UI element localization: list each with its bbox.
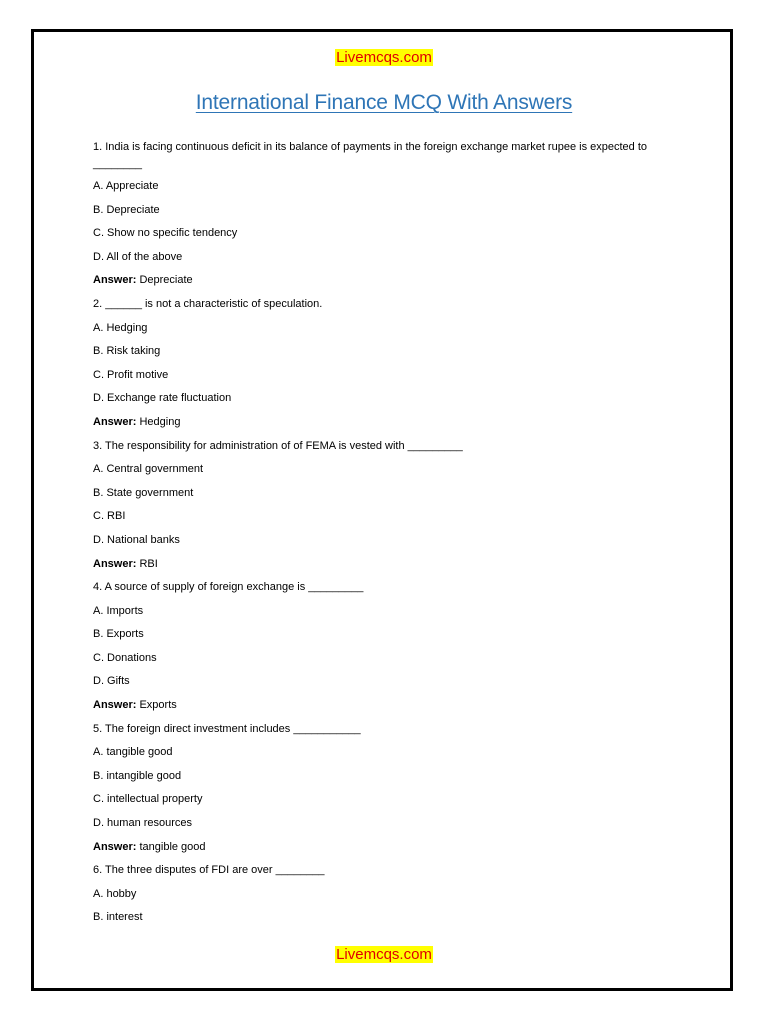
option: A. Central government xyxy=(93,463,204,476)
option: D. Gifts xyxy=(93,675,130,688)
answer-value: Exports xyxy=(139,699,177,712)
site-banner-top-text: Livemcqs.com xyxy=(336,49,432,66)
answer-label: Answer: xyxy=(93,840,137,853)
question-text: 4. A source of supply of foreign exchange is _________ xyxy=(93,581,364,594)
question-list xyxy=(93,139,653,934)
option: B. interest xyxy=(93,911,143,924)
site-banner-top xyxy=(0,49,768,67)
answer-label: Answer: xyxy=(93,699,137,712)
option: D. All of the above xyxy=(93,250,183,263)
option: A. hobby xyxy=(93,887,137,900)
answer-value: tangible good xyxy=(139,840,206,853)
option: B. State government xyxy=(93,486,194,499)
question-text: 1. India is facing continuous deficit in its balance of payments in the foreign exchange market rupee is expected to ________ xyxy=(93,141,647,170)
option: A. Appreciate xyxy=(93,180,159,192)
question-text: 5. The foreign direct investment includes ___________ xyxy=(93,722,361,735)
answer-label: Answer: xyxy=(93,415,137,428)
answer-label: Answer: xyxy=(93,274,137,287)
option: C. RBI xyxy=(93,510,126,523)
answer-line xyxy=(93,273,653,289)
option: B. Risk taking xyxy=(93,345,161,358)
answer-value: Hedging xyxy=(139,415,181,428)
answer-label: Answer: xyxy=(93,557,137,570)
option: B. intangible good xyxy=(93,769,182,782)
answer-value: Depreciate xyxy=(139,274,193,287)
answer-line xyxy=(93,557,653,573)
site-banner-bottom-text: Livemcqs.com xyxy=(336,946,432,963)
option: C. intellectual property xyxy=(93,793,203,806)
answer-line xyxy=(93,840,653,856)
option: C. Donations xyxy=(93,651,157,664)
option: D. Exchange rate fluctuation xyxy=(93,392,232,405)
option: B. Exports xyxy=(93,628,144,641)
option: D. human resources xyxy=(93,817,193,830)
answer-line xyxy=(93,415,653,431)
option: A. Imports xyxy=(93,604,144,617)
question-text: 2. ______ is not a characteristic of speculation. xyxy=(93,297,323,310)
answer-line xyxy=(93,698,653,714)
option: C. Profit motive xyxy=(93,368,169,381)
option: D. National banks xyxy=(93,533,180,546)
option: A. Hedging xyxy=(93,321,148,334)
document-title: International Finance MCQ With Answers xyxy=(195,91,573,114)
option: B. Depreciate xyxy=(93,203,160,216)
question-text: 6. The three disputes of FDI are over ________ xyxy=(93,864,325,877)
option: A. tangible good xyxy=(93,746,173,759)
question-text: 3. The responsibility for administration of of FEMA is vested with _________ xyxy=(93,439,463,452)
option: C. Show no specific tendency xyxy=(93,227,238,240)
answer-value: RBI xyxy=(139,557,158,570)
site-banner-bottom xyxy=(0,946,768,964)
